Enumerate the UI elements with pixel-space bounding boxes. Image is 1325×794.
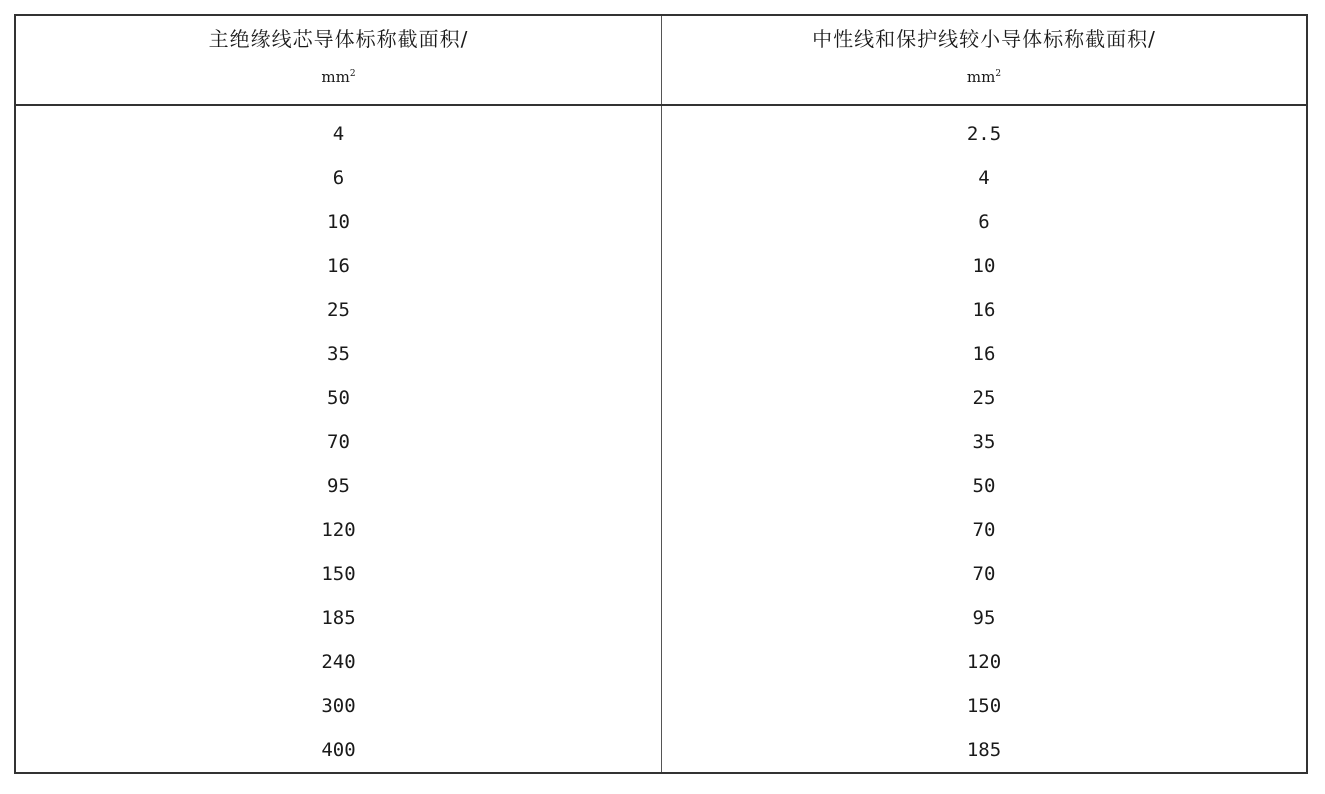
table-cell-main-conductor: 4 xyxy=(332,123,345,145)
table-cell-main-conductor: 25 xyxy=(327,299,350,321)
unit-superscript: 2 xyxy=(995,69,1002,79)
table-cell-main-conductor: 300 xyxy=(321,695,356,717)
table-header-row xyxy=(16,16,1306,106)
header-main-conductor xyxy=(16,16,662,104)
table-cell-neutral-protective: 6 xyxy=(978,211,990,233)
table-cell-main-conductor: 50 xyxy=(327,387,350,409)
table-cell-main-conductor: 70 xyxy=(327,431,350,453)
table-cell-neutral-protective: 50 xyxy=(972,475,996,497)
table-cell-main-conductor: 185 xyxy=(321,607,356,629)
table-cell-main-conductor: 95 xyxy=(327,475,350,497)
table-cell-neutral-protective: 70 xyxy=(972,563,996,585)
column-main-conductor xyxy=(16,106,662,772)
unit-text: mm xyxy=(966,68,996,86)
table-cell-neutral-protective: 150 xyxy=(966,695,1002,717)
header-neutral-protective-unit xyxy=(967,66,1001,88)
table-cell-main-conductor: 35 xyxy=(327,343,350,365)
unit-superscript: 2 xyxy=(349,69,356,79)
table-cell-neutral-protective: 185 xyxy=(966,739,1002,761)
unit-text: mm xyxy=(321,68,350,86)
table-cell-main-conductor: 6 xyxy=(332,167,345,189)
table-cell-neutral-protective: 70 xyxy=(972,519,996,541)
table-cell-neutral-protective: 2.5 xyxy=(966,123,1002,145)
table-cell-main-conductor: 400 xyxy=(321,739,356,761)
table-cell-main-conductor: 120 xyxy=(321,519,356,541)
table-cell-neutral-protective: 16 xyxy=(972,343,996,365)
conductor-area-table xyxy=(14,14,1308,774)
table-cell-main-conductor: 150 xyxy=(321,563,356,585)
header-main-conductor-title: 主绝缘线芯导体标称截面积/ xyxy=(208,27,469,51)
header-neutral-protective-title: 中性线和保护线较小导体标称截面积/ xyxy=(812,27,1156,51)
table-cell-main-conductor: 16 xyxy=(327,255,350,277)
header-neutral-protective xyxy=(662,16,1306,104)
table-cell-neutral-protective: 25 xyxy=(972,387,996,409)
table-cell-neutral-protective: 4 xyxy=(978,167,990,189)
table-cell-main-conductor: 10 xyxy=(327,211,350,233)
table-cell-neutral-protective: 95 xyxy=(972,607,996,629)
table-cell-neutral-protective: 120 xyxy=(966,651,1002,673)
table-cell-neutral-protective: 10 xyxy=(972,255,996,277)
table-cell-neutral-protective: 16 xyxy=(972,299,996,321)
header-main-conductor-unit xyxy=(321,66,355,88)
table-cell-neutral-protective: 35 xyxy=(972,431,996,453)
column-neutral-protective xyxy=(662,106,1306,772)
table-cell-main-conductor: 240 xyxy=(321,651,356,673)
table-body xyxy=(16,106,1306,772)
